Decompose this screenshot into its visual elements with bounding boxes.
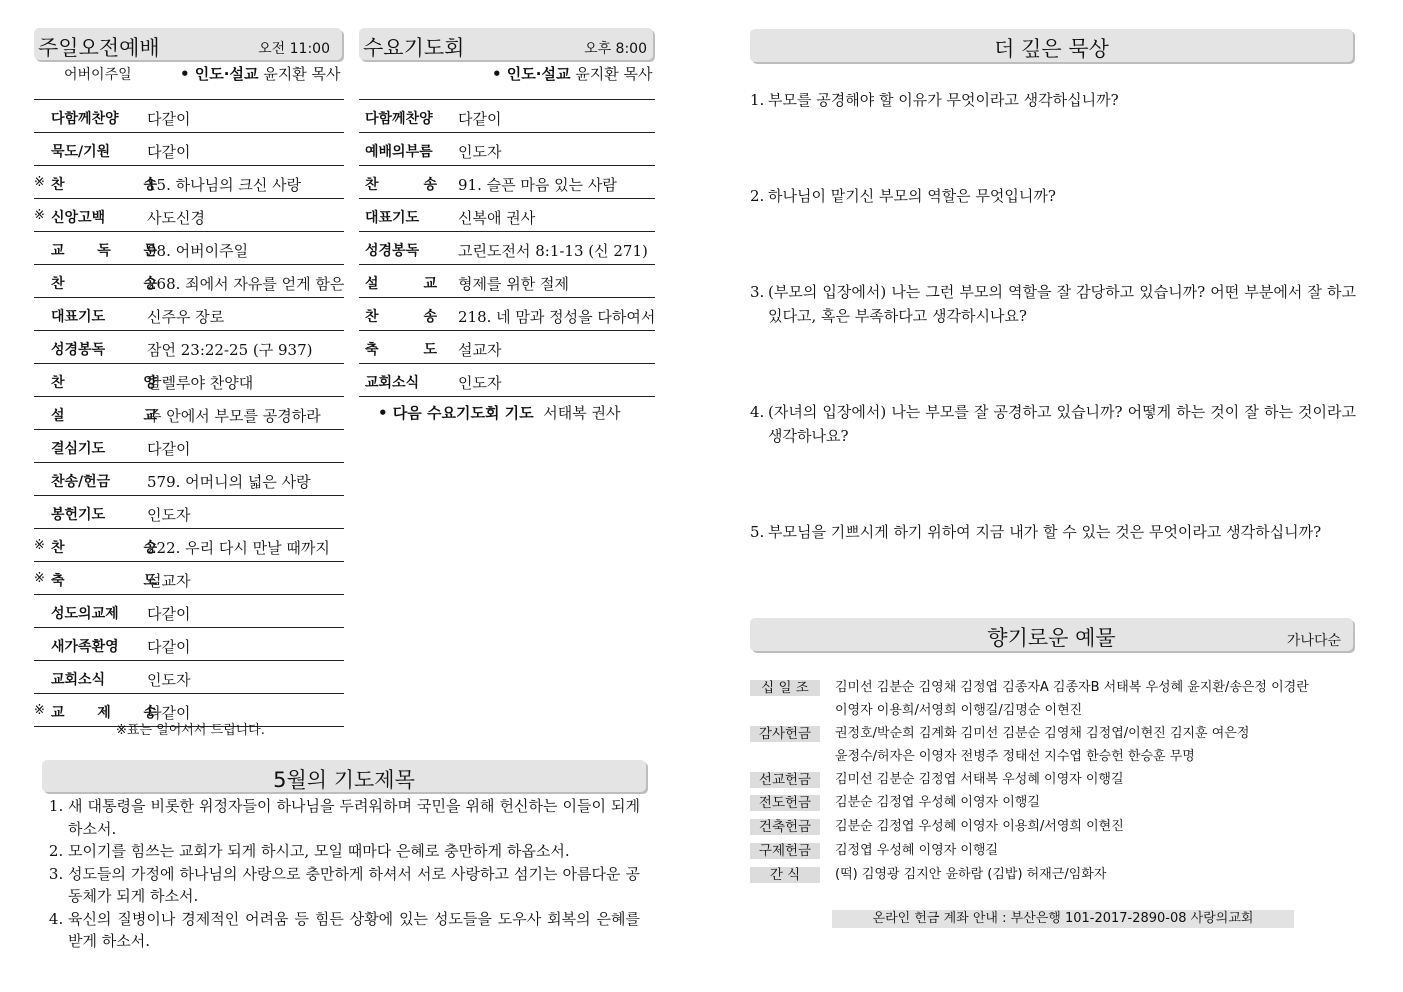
- sunday-order-label: 교회소식: [51, 672, 106, 688]
- wednesday-order-label: 교회소식: [365, 375, 420, 391]
- prayer-item: 1. 새 대통령을 비롯한 위정자들이 하나님을 두려워하며 국민을 위해 헌신하는 이들이 되게 하소서.: [68, 795, 640, 840]
- offering-names-line: 김분순 김정엽 우성혜 이영자 이행길: [835, 795, 1040, 810]
- offering-names-line: (떡) 김영광 김지안 윤하람 (김밥) 허재근/임화자: [835, 867, 1107, 882]
- offering-label: 감사헌금: [750, 726, 820, 742]
- wednesday-preacher-name: 윤지환 목사: [575, 65, 653, 83]
- sunday-order-value: 222. 우리 다시 만날 때까지: [147, 539, 330, 557]
- sunday-order-value: 인도자: [147, 506, 191, 524]
- wednesday-order-row: [359, 199, 655, 232]
- wednesday-order-value: 고린도전서 8:1-13 (신 271): [458, 242, 648, 260]
- offering-label: 십 일 조: [750, 680, 820, 696]
- offering-names: [835, 722, 1249, 768]
- sunday-order-row: [34, 397, 344, 430]
- offering-label: 건축헌금: [750, 819, 820, 835]
- sunday-order-label: 결심기도: [51, 441, 106, 457]
- sunday-order-row: [34, 298, 344, 331]
- sunday-order-row: [34, 100, 344, 133]
- question-text: 부모를 공경해야 할 이유가 무엇이라고 생각하십니까?: [768, 91, 1119, 109]
- prayer-list: [44, 795, 640, 953]
- sunday-order-label: 찬송/헌금: [51, 474, 111, 490]
- wednesday-order-value: 다같이: [458, 110, 502, 128]
- sunday-order-label: 다함께찬양: [51, 111, 119, 127]
- sunday-order-value: 다같이: [147, 440, 191, 458]
- wednesday-header: [359, 28, 653, 60]
- sunday-title: 주일오전예배: [38, 36, 160, 60]
- offering-names: [835, 676, 1309, 722]
- next-prayer-name: 서태복 권사: [543, 404, 621, 422]
- sunday-order-row: [34, 628, 344, 661]
- wednesday-order-label: 예배의부름: [365, 144, 433, 160]
- sunday-order-value: 신주우 장로: [147, 308, 225, 326]
- sunday-order-value: 잠언 23:22-25 (구 937): [147, 341, 313, 359]
- sunday-preacher: [180, 63, 340, 84]
- wednesday-order-row: [359, 331, 655, 364]
- sunday-order-list: [34, 100, 344, 727]
- offering-names-line: 이영자 이용희/서영희 이행길/김명순 이현진: [835, 703, 1083, 718]
- prayer-header: [42, 760, 646, 792]
- offering-names: [835, 863, 1106, 886]
- sunday-order-row: [34, 166, 344, 199]
- next-wednesday-prayer: [378, 402, 620, 423]
- sunday-order-value: 할렐루야 찬양대: [147, 374, 254, 392]
- wednesday-order-row: [359, 298, 655, 331]
- wednesday-preacher: [492, 63, 652, 84]
- sunday-order-value: 사도신경: [147, 209, 205, 227]
- standing-note: ※표는 일어서서 드립니다.: [116, 723, 265, 738]
- offering-title: 향기로운 예물: [987, 626, 1116, 650]
- sunday-order-value: 98. 어버이주일: [147, 242, 249, 260]
- standing-mark: ※: [34, 175, 45, 190]
- prayer-title: 5월의 기도제목: [273, 768, 415, 792]
- wednesday-order-value: 설교자: [458, 341, 502, 359]
- sunday-order-label: 찬 송: [51, 177, 157, 193]
- sunday-order-label: 성경봉독: [51, 342, 106, 358]
- sunday-order-value: 579. 어머니의 넓은 사랑: [147, 473, 311, 491]
- next-prayer-label: • 다음 수요기도회 기도: [378, 404, 534, 422]
- standing-mark: ※: [34, 538, 45, 553]
- standing-mark: ※: [34, 571, 45, 586]
- wednesday-preacher-label: • 인도·설교: [492, 65, 571, 83]
- sunday-order-value: 설교자: [147, 572, 191, 590]
- sunday-subtitle: 어버이주일: [64, 67, 132, 83]
- wednesday-order-label: 설 교: [365, 276, 437, 292]
- sunday-order-label: 성도의교제: [51, 606, 119, 622]
- meditation-question: [750, 184, 1356, 208]
- sunday-order-label: 찬 송: [51, 540, 157, 556]
- question-text: 부모님을 기쁘시게 하기 위하여 지금 내가 할 수 있는 것은 무엇이라고 생각하십니까?: [768, 523, 1322, 541]
- meditation-question: [750, 88, 1356, 112]
- sunday-order-value: 인도자: [147, 671, 191, 689]
- sunday-preacher-name: 윤지환 목사: [263, 65, 341, 83]
- wednesday-order-label: 다함께찬양: [365, 111, 433, 127]
- sunday-order-value: 268. 죄에서 자유를 얻게 함은: [147, 275, 345, 293]
- meditation-question: [750, 520, 1356, 544]
- sunday-order-label: 새가족환영: [51, 639, 119, 655]
- offering-names: [835, 815, 1124, 838]
- sunday-time: 오전 11:00: [258, 41, 330, 57]
- offering-names-line: 권정호/박순희 김계화 김미선 김분순 김영채 김정엽/이현진 김지훈 여은정: [835, 726, 1250, 741]
- sunday-order-row: [34, 133, 344, 166]
- sunday-preacher-label: • 인도·설교: [180, 65, 259, 83]
- prayer-item: 3. 성도들의 가정에 하나님의 사랑으로 충만하게 하셔서 서로 사랑하고 섬기는 아름다운 공동체가 되게 하소서.: [68, 863, 640, 908]
- sunday-order-label: 찬 양: [51, 375, 157, 391]
- sunday-order-value: 다같이: [147, 110, 191, 128]
- wednesday-order-row: [359, 232, 655, 265]
- wednesday-order-value: 인도자: [458, 374, 502, 392]
- sunday-order-value: 다같이: [147, 704, 191, 722]
- wednesday-order-value: 인도자: [458, 143, 502, 161]
- sunday-header: [34, 28, 342, 60]
- sunday-order-label: 설 교: [51, 408, 157, 424]
- offering-names: [835, 768, 1124, 791]
- offering-names-line: 김분순 김정엽 우성혜 이영자 이용희/서영희 이현진: [835, 819, 1124, 834]
- sunday-order-row: [34, 430, 344, 463]
- offering-names: [835, 839, 998, 862]
- wednesday-time: 오후 8:00: [584, 41, 647, 57]
- sunday-order-value: 다같이: [147, 638, 191, 656]
- sunday-order-label: 찬 송: [51, 276, 157, 292]
- offering-names-line: 윤정수/허자은 이영자 전병주 정태선 지수엽 한승헌 한승훈 무명: [835, 749, 1195, 764]
- standing-mark: ※: [34, 208, 45, 223]
- sunday-order-row: [34, 265, 344, 298]
- offering-names-line: 김미선 김분순 김영채 김정엽 김종자A 김종자B 서태복 우성혜 윤지환/송은정 이경란: [835, 680, 1309, 695]
- wednesday-order-label: 성경봉독: [365, 243, 420, 259]
- wednesday-order-row: [359, 364, 655, 397]
- sunday-order-label: 대표기도: [51, 309, 106, 325]
- question-number: 1.: [750, 91, 765, 109]
- offering-label: 전도헌금: [750, 795, 820, 811]
- wednesday-order-list: [359, 100, 655, 397]
- sunday-order-label: 봉헌기도: [51, 507, 106, 523]
- meditation-header: [750, 29, 1353, 62]
- wednesday-order-label: 찬 송: [365, 177, 437, 193]
- online-offering-account: 온라인 헌금 계좌 안내 : 부산은행 101-2017-2890-08 사랑의교회: [832, 910, 1294, 928]
- wednesday-order-row: [359, 166, 655, 199]
- sunday-order-label: 묵도/기원: [51, 144, 111, 160]
- offering-names-line: 김정엽 우성혜 이영자 이행길: [835, 843, 999, 858]
- offering-label: 구제헌금: [750, 843, 820, 859]
- question-number: 3.: [750, 283, 765, 301]
- sunday-order-value: 다같이: [147, 143, 191, 161]
- meditation-title: 더 깊은 묵상: [994, 37, 1109, 61]
- sunday-order-row: [34, 463, 344, 496]
- sunday-order-label: 교 제 송: [51, 705, 157, 721]
- sunday-order-row: [34, 562, 344, 595]
- question-number: 4.: [750, 403, 765, 421]
- wednesday-order-value: 91. 슬픈 마음 있는 사람: [458, 176, 617, 194]
- meditation-question: [750, 280, 1356, 328]
- offering-names: [835, 791, 1040, 814]
- question-text: (부모의 입장에서) 나는 그런 부모의 역할을 잘 감당하고 있습니까? 어떤 부분에서 잘 하고 있다고, 혹은 부족하다고 생각하시나요?: [768, 283, 1356, 325]
- wednesday-order-row: [359, 100, 655, 133]
- question-number: 5.: [750, 523, 765, 541]
- sunday-order-row: [34, 331, 344, 364]
- wednesday-order-value: 형제를 위한 절제: [458, 275, 569, 293]
- sunday-order-row: [34, 364, 344, 397]
- meditation-question: [750, 400, 1356, 448]
- sunday-order-row: [34, 595, 344, 628]
- sunday-order-value: 다같이: [147, 605, 191, 623]
- question-text: (자녀의 입장에서) 나는 부모를 잘 공경하고 있습니까? 어떻게 하는 것이 잘 하는 것이라고 생각하나요?: [768, 403, 1356, 445]
- wednesday-order-value: 218. 네 맘과 정성을 다하여서: [458, 308, 656, 326]
- wednesday-order-label: 찬 송: [365, 309, 437, 325]
- sunday-order-value: 15. 하나님의 크신 사랑: [147, 176, 302, 194]
- wednesday-order-row: [359, 265, 655, 298]
- prayer-item: 4. 육신의 질병이나 경제적인 어려움 등 힘든 상황에 있는 성도들을 도우사 회복의 은혜를 받게 하소서.: [68, 908, 640, 953]
- standing-mark: ※: [34, 703, 45, 718]
- wednesday-order-label: 축 도: [365, 342, 437, 358]
- offering-order-note: 가나다순: [1286, 633, 1341, 649]
- sunday-order-label: 교 독 문: [51, 243, 157, 259]
- sunday-order-row: [34, 232, 344, 265]
- offering-names-line: 김미선 김분순 김정엽 서태복 우성혜 이영자 이행길: [835, 772, 1124, 787]
- sunday-order-label: 신앙고백: [51, 210, 106, 226]
- sunday-order-label: 축 도: [51, 573, 157, 589]
- wednesday-order-row: [359, 133, 655, 166]
- wednesday-title: 수요기도회: [363, 36, 465, 60]
- wednesday-order-label: 대표기도: [365, 210, 420, 226]
- question-number: 2.: [750, 187, 765, 205]
- question-text: 하나님이 맡기신 부모의 역할은 무엇입니까?: [768, 187, 1056, 205]
- sunday-order-row: [34, 199, 344, 232]
- sunday-order-row: [34, 529, 344, 562]
- sunday-order-value: 주 안에서 부모를 공경하라: [147, 407, 321, 425]
- offering-label: 선교헌금: [750, 772, 820, 788]
- offering-header: [750, 618, 1353, 651]
- sunday-order-row: [34, 661, 344, 694]
- offering-label: 간 식: [750, 867, 820, 883]
- prayer-item: 2. 모이기를 힘쓰는 교회가 되게 하시고, 모일 때마다 은혜로 충만하게 하옵소서.: [68, 840, 640, 863]
- wednesday-order-value: 신복애 권사: [458, 209, 536, 227]
- sunday-order-row: [34, 496, 344, 529]
